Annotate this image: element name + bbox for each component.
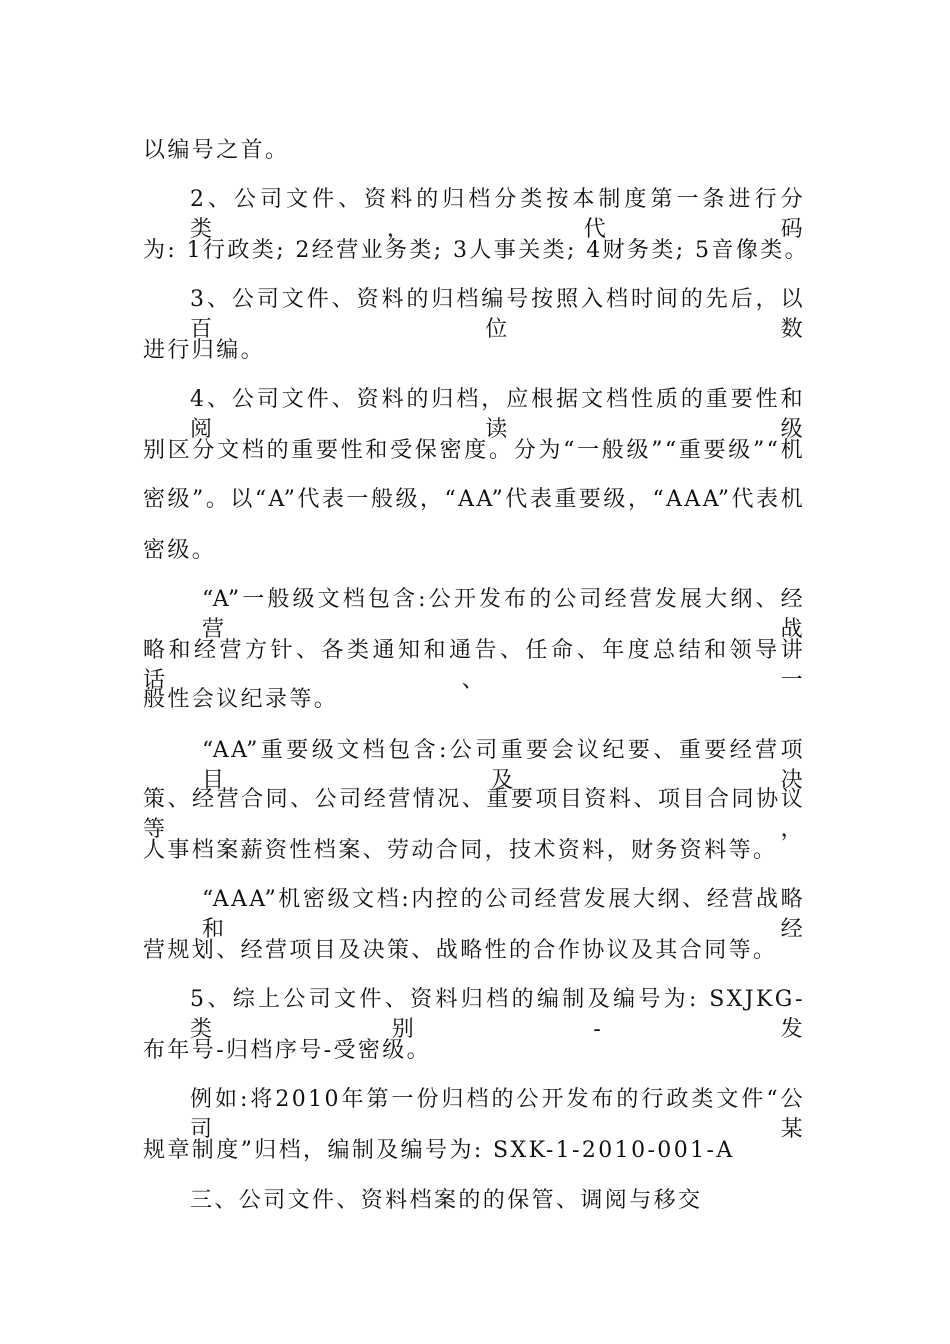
text-line-18: 5、综上公司文件、资料归档的编制及编号为: SXJKG-类别-发: [190, 987, 805, 1042]
text-line-2: 2、公司文件、资料的归档分类按本制度第一条进行分类，代码: [190, 187, 805, 242]
text-line-8: 密级”。以“A”代表一般级，“AA”代表重要级，“AAA”代表机: [143, 487, 805, 512]
text-line-12: 般性会议纪录等。: [143, 687, 339, 712]
text-line-10: “A”一般级文档包含:公开发布的公司经营发展大纲、经营战: [202, 587, 805, 642]
text-line-15: 人事档案薪资性档案、劳动合同，技术资料，财务资料等。: [143, 838, 778, 863]
text-line-4: 3、公司文件、资料的归档编号按照入档时间的先后，以百位数: [190, 287, 805, 342]
text-line-7: 别区分文档的重要性和受保密度。分为“一般级”“重要级”“机: [143, 438, 805, 463]
text-line-3: 为: 1行政类; 2经营业务类; 3人事关类; 4财务类; 5音像类。: [143, 238, 810, 263]
text-line-11: 略和经营方针、各类通知和通告、任命、年度总结和领导讲话、一: [143, 638, 805, 693]
text-line-9: 密级。: [143, 538, 217, 563]
text-line-5: 进行归编。: [143, 338, 266, 363]
text-line-21: 规章制度”归档，编制及编号为: SXK-1-2010-001-A: [143, 1138, 735, 1163]
text-line-13: “AA”重要级文档包含:公司重要会议纪要、重要经营项目及决: [202, 738, 805, 793]
text-line-19: 布年号-归档序号-受密级。: [143, 1038, 432, 1063]
text-line-1: 以编号之首。: [143, 138, 290, 163]
text-line-6: 4、公司文件、资料的归档，应根据文档性质的重要性和阅读级: [190, 387, 805, 442]
text-line-16: “AAA”机密级文档:内控的公司经营发展大纲、经营战略和经: [202, 887, 805, 942]
section-heading: 三、公司文件、资料档案的的保管、调阅与移交: [190, 1188, 703, 1213]
text-line-17: 营规划、经营项目及决策、战略性的合作协议及其合同等。: [143, 938, 778, 963]
text-line-14: 策、经营合同、公司经营情况、重要项目资料、项目合同协议等，: [143, 787, 805, 842]
text-line-20: 例如:将2010年第一份归档的公开发布的行政类文件“公司某: [190, 1087, 805, 1142]
